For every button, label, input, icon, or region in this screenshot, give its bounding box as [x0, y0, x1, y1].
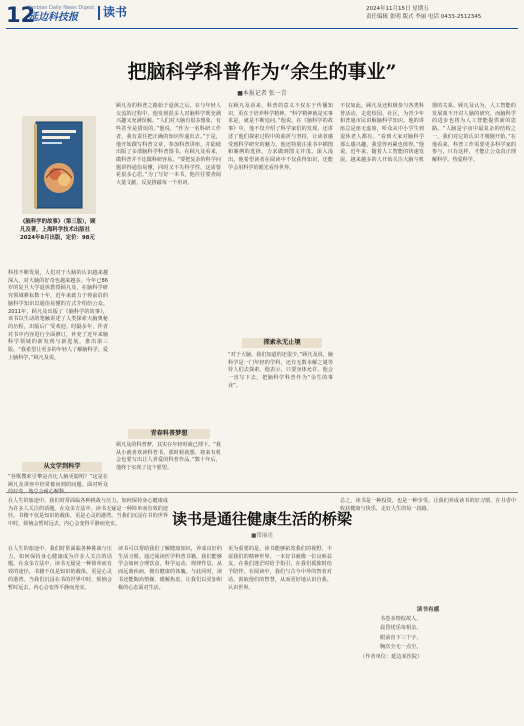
poem-line: 胸次全无一点尘。 [380, 644, 422, 651]
section-bar [98, 6, 100, 20]
poem-line: 书卷多情似故人， [380, 616, 422, 622]
poem-box [340, 605, 516, 721]
poem-title: 读书有感 [416, 607, 440, 613]
editor-info: 责任编辑 张明 版式 李丽 电话 0433-2512345 [366, 14, 482, 20]
article1-column-3b: “对于大脑，我们知道的还很少。”顾凡及说，脑科学是一门年轻的学科，还有无数未解之谜等待人们去探索。他表示，只要身体允许，他会一直写下去，把脑科学科普作为“余生的事业”。 [228, 352, 333, 389]
article2-column-2: 读书可以帮助我们了解健康知识，养成良好的生活习惯。通过阅读医学科普书籍，我们能够学会如何合理饮食、科学运动、规律作息，从而远离疾病，拥有健康的体魄。与此同时，读书还能陶冶情操，缓解焦虑，让我们以更加积极的心态面对生活。 [118, 546, 222, 591]
article2-headline: 读书是通往健康生活的桥梁 [171, 510, 352, 528]
article2-column-4: 总之，读书是一种投资，也是一种享受。让我们养成读书的好习惯，在书香中收获健康与快乐，走好人生的每一段路。 [340, 498, 516, 512]
article2-column-1: 在人生的旅途中，我们时常面临各种挑战与压力，如何保持身心健康成为许多人关注的话题。在众多方法中，读书无疑是一种简单而有效的途径。书籍不仅是知识的载体，更是心灵的港湾。当我们沉浸在书的世界中时，烦恼会暂时远去，内心会变得平静而充实。 [8, 546, 112, 591]
book-caption: 《脑科学的故事》（第三版），顾凡及著，上海科学技术出版社 2024年8月出版，定价：98元 [20, 219, 96, 241]
article2-intro: 在人生的旅途中，我们时常面临各种挑战与压力，如何保持身心健康成为许多人关注的话题。在众多方法中，读书无疑是一种简单而有效的途径。书籍不仅是知识的载体，更是心灵的港湾。当我们沉浸在书的世界中时，烦恼会暂时远去，内心会变得平静而充实。 [8, 498, 168, 528]
poem-line: 晨昏忧乐每相亲。 [380, 625, 422, 632]
brand-name: 延边科技报 [28, 12, 78, 23]
article1-column-1: 科技不断发展，人们对于大脑的认识越来越深入，对大脑的好奇也越来越多。今年已86岁的复旦大学退休教授顾凡及，在脑科学研究领域耕耘数十年，近年来致力于将前沿的脑科学知识以通俗易懂的方式介绍给公众。2011年，顾凡及出版了《脑科学的故事》，该书以生动的笔触讲述了人类探索大脑奥秘的历程，出版后广受欢迎。时隔多年，作者对书中内容进行全面修订，补充了近年来脑科学领域的新发现与新进展，推出第三版。“我希望让更多的年轻人了解脑科学，爱上脑科学。”顾凡及说。 [8, 270, 108, 361]
article2-column-3: 更为重要的是，读书能够拓宽我们的视野，丰富我们的精神世界。一本好书就像一位良师益友，在我们迷茫时给予指引，在我们孤独时给予陪伴。在阅读中，我们与古今中外的智者对话，汲取他们的智慧，从而更好地认识自我、认识世界。 [228, 546, 332, 591]
article1-column-2b: 顾凡及的科普梦，其实在年轻时就已埋下。“我从小就喜欢读科普书，那时候就想，将来有机会也要写出让人喜爱的科普作品。”数十年后，他终于实现了这个愿望。 [116, 442, 221, 472]
page-number: 12 [6, 3, 36, 27]
poem-author-note: （作者单位：延边某医院） [360, 653, 423, 660]
article-byline: ■本报记者 张一青 [237, 90, 287, 97]
issue-date: 2024年11月15日 星期五 [366, 6, 429, 12]
subheading-youth-dream: 青春科普梦想 [128, 429, 210, 439]
article-divider [6, 492, 518, 493]
article-headline: 把脑科学科普作为“余生的事业” [127, 61, 397, 83]
book-cover-image [22, 116, 96, 214]
section-title: 读书 [103, 5, 128, 19]
subheading-literature-to-science: 从文学到科学 [22, 462, 102, 472]
page-header [0, 0, 524, 40]
brand-subtitle: Yanbian Daily News Digest [28, 5, 95, 11]
article1-column-2: 顾凡及的科普之路始于退休之后。在与年轻人交流的过程中，他发现很多人对脑科学既充满兴趣又充满误解。“人们对大脑有很多想象，有些甚至是错误的。”他说，“作为一名科研工作者，我有责任把正确的知识传递出去。”于是，他开始撰写科普文章，参加科普讲座，并陆续出版了多部脑科学科普图书。在顾凡及看来，做科普并不比做科研容易。“要把复杂的科学问题讲得通俗易懂，同时又不失科学性，这需要花很多心思。”为了写好一本书，他往往要查阅大量文献，反复推敲每一个用词。 [116, 103, 221, 187]
poem-line: 眼前直下三千字， [380, 634, 422, 641]
newspaper-brand [28, 5, 104, 25]
article1-column-4: 不仅如此，顾凡及还积极参与各类科普活动，走进校园、社区，为青少年和普通市民讲解脑科学知识。他的讲座总是座无虚席，听众从中小学生到退休老人都有。“看到大家对脑科学那么感兴趣，我觉得再累也值得。”他说。近年来，随着人工智能的快速发展，越来越多的人开始关注大脑与机器的关系。顾凡及认为，人工智能的发展离不开对人脑的研究，而脑科学的进步也将为人工智能提供新的思路。“人脑是宇宙中最复杂的结构之一，我们对它的认识才刚刚开始。”在他看来，科普工作需要更多科学家的参与，只有这样，才能让公众真正理解科学、热爱科学。 [340, 103, 516, 163]
brain-book-illustration [22, 116, 96, 214]
article1-column-1b: “谷歌搜索引擎是否比人脑更聪明？”这是在顾凡及讲座中经常被问到的问题。面对听众 [8, 474, 108, 488]
article1-column-3: 在顾凡及看来，科普的意义不仅在于传播知识，更在于培养科学精神。“科学精神就是实事求是，就是不断追问。”他说。在《脑科学的故事》中，他不仅介绍了科学家们的发现，还讲述了他们探索过程中的曲折与坚持，让读者感受到科学研究的魅力。他还特别注重书中插图和案例的选择，力求做到图文并茂、深入浅出。他希望读者在阅读中不仅获得知识，还能学会用科学的眼光看待世界。 [228, 103, 333, 171]
header-rule [6, 28, 518, 29]
article2-byline: ■常丽亮 [251, 533, 273, 539]
subheading-endless-exploration: 探索永无止境 [242, 338, 322, 348]
